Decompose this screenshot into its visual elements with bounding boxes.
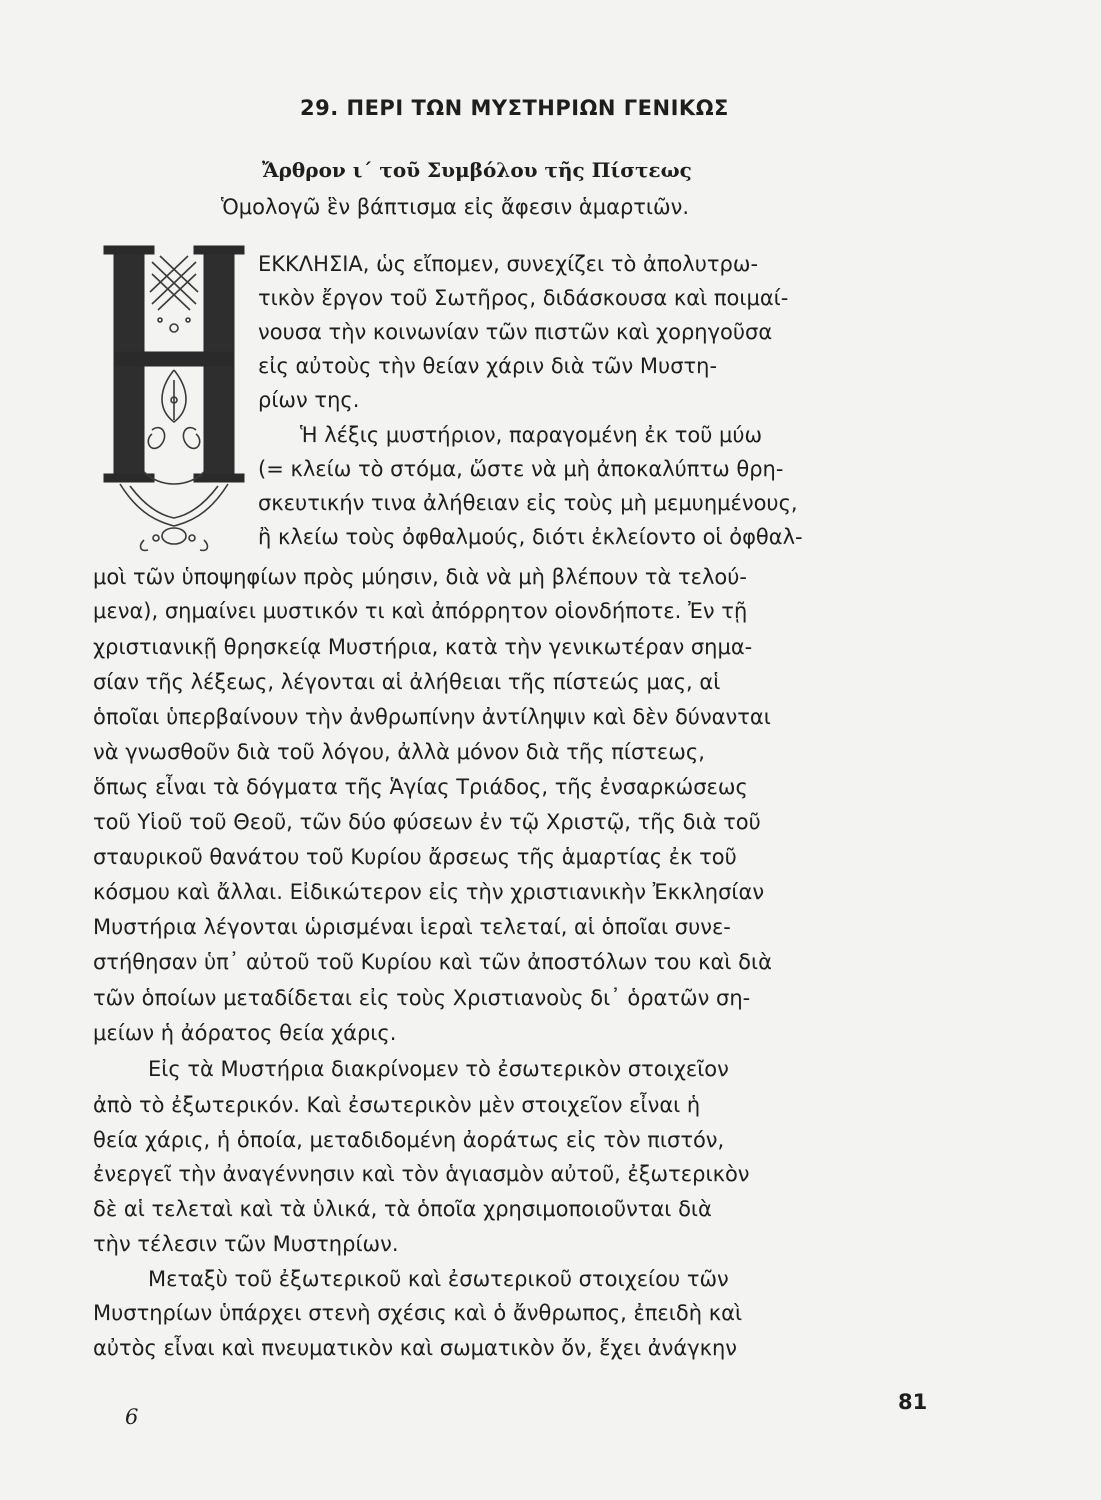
text-line: αὐτὸς εἶναι καὶ πνευματικὸν καὶ σωματικὸν ὄν, ἔχει ἀνάγκην	[93, 1336, 738, 1360]
text-line: (= κλείω τὸ στόμα, ὥστε νὰ μὴ ἀποκαλύπτω θρη-	[258, 457, 784, 481]
text-line: ΕΚΚΛΗΣΙΑ, ὡς εἴπομεν, συνεχίζει τὸ ἀπολυτρω-	[258, 252, 759, 276]
text-line: Μυστηρίων ὑπάρχει στενὴ σχέσις καὶ ὁ ἄνθρωπος, ἐπειδὴ καὶ	[93, 1301, 743, 1325]
text-line: τοῦ Υἱοῦ τοῦ Θεοῦ, τῶν δύο φύσεων ἐν τῷ Χριστῷ, τῆς διὰ τοῦ	[93, 810, 761, 834]
text-line: τὴν τέλεσιν τῶν Μυστηρίων.	[93, 1232, 399, 1256]
text-line: σταυρικοῦ θανάτου τοῦ Κυρίου ἄρσεως τῆς ἁμαρτίας ἐκ τοῦ	[93, 845, 737, 869]
text-line: Μεταξὺ τοῦ ἐξωτερικοῦ καὶ ἐσωτερικοῦ στοιχείου τῶν	[148, 1267, 729, 1291]
text-line: θεία χάρις, ἡ ὁποία, μεταδιδομένη ἀοράτως εἰς τὸν πιστόν,	[93, 1128, 725, 1152]
text-line: Εἰς τὰ Μυστήρια διακρίνομεν τὸ ἐσωτερικὸν στοιχεῖον	[148, 1057, 729, 1081]
text-line: ὁποῖαι ὑπερβαίνουν τὴν ἀνθρωπίνην ἀντίληψιν καὶ δὲν δύνανται	[93, 705, 771, 729]
text-line: ὅπως εἶναι τὰ δόγματα τῆς Ἁγίας Τριάδος, τῆς ἐνσαρκώσεως	[93, 775, 748, 799]
text-line: ἐνεργεῖ τὴν ἀναγέννησιν καὶ τὸν ἁγιασμὸν αὐτοῦ, ἐξωτερικὸν	[93, 1162, 750, 1186]
creed-quote: Ὁμολογῶ ἓν βάπτισμα εἰς ἄφεσιν ἁμαρτιῶν.	[221, 195, 690, 219]
text-line: στήθησαν ὑπ᾿ αὐτοῦ τοῦ Κυρίου καὶ τῶν ἀποστόλων του καὶ διὰ	[93, 950, 772, 974]
text-line: νουσα τὴν κοινωνίαν τῶν πιστῶν καὶ χορηγοῦσα	[258, 320, 773, 344]
chapter-heading: 29. ΠΕΡΙ ΤΩΝ ΜΥΣΤΗΡΙΩΝ ΓΕΝΙΚΩΣ	[300, 96, 729, 120]
text-line: σκευτικήν τινα ἀλήθειαν εἰς τοὺς μὴ μεμυημένους,	[258, 491, 798, 515]
text-line: νὰ γνωσθοῦν διὰ τοῦ λόγου, ἀλλὰ μόνον διὰ τῆς πίστεως,	[93, 740, 705, 764]
page-number: 81	[898, 1390, 928, 1414]
text-line: ἢ κλείω τοὺς ὀφθαλμούς, διότι ἐκλείοντο οἱ ὀφθαλ-	[258, 525, 803, 549]
text-line: μενα), σημαίνει μυστικόν τι καὶ ἀπόρρητον οἱονδήποτε. Ἐν τῇ	[93, 599, 748, 623]
article-reference: Ἄρθρον ι΄ τοῦ Συμβόλου τῆς Πίστεως	[262, 158, 692, 182]
text-line: τῶν ὁποίων μεταδίδεται εἰς τοὺς Χριστιανοὺς δι᾿ ὁρατῶν ση-	[93, 986, 751, 1010]
text-line: μοὶ τῶν ὑποψηφίων πρὸς μύησιν, διὰ νὰ μὴ βλέπουν τὰ τελού-	[93, 565, 747, 589]
text-line: ἀπὸ τὸ ἐξωτερικόν. Καὶ ἐσωτερικὸν μὲν στοιχεῖον εἶναι ἡ	[93, 1093, 701, 1117]
text-line: χριστιανικῇ θρησκείᾳ Μυστήρια, κατὰ τὴν γενικωτέραν σημα-	[93, 635, 753, 659]
text-line: ρίων της.	[258, 388, 360, 412]
text-line: Ἡ λέξις μυστήριον, παραγομένη ἐκ τοῦ μύω	[300, 423, 763, 447]
ornamental-initial-eta	[100, 240, 250, 560]
text-line: μείων ἡ ἀόρατος θεία χάρις.	[93, 1021, 397, 1045]
text-line: Μυστήρια λέγονται ὡρισμέναι ἱεραὶ τελεταί, αἱ ὁποῖαι συνε-	[93, 915, 731, 939]
text-line: εἰς αὐτοὺς τὴν θείαν χάριν διὰ τῶν Μυστη-	[258, 354, 718, 378]
text-line: κόσμου καὶ ἄλλαι. Εἰδικώτερον εἰς τὴν χριστιανικὴν Ἐκκλησίαν	[93, 880, 765, 904]
text-line: τικὸν ἔργον τοῦ Σωτῆρος, διδάσκουσα καὶ ποιμαί-	[258, 286, 789, 310]
signature-mark: 6	[125, 1405, 139, 1429]
text-line: σίαν τῆς λέξεως, λέγονται αἱ ἀλήθειαι τῆς πίστεώς μας, αἱ	[93, 670, 721, 694]
text-line: δὲ αἱ τελεταὶ καὶ τὰ ὑλικά, τὰ ὁποῖα χρησιμοποιοῦνται διὰ	[93, 1197, 712, 1221]
